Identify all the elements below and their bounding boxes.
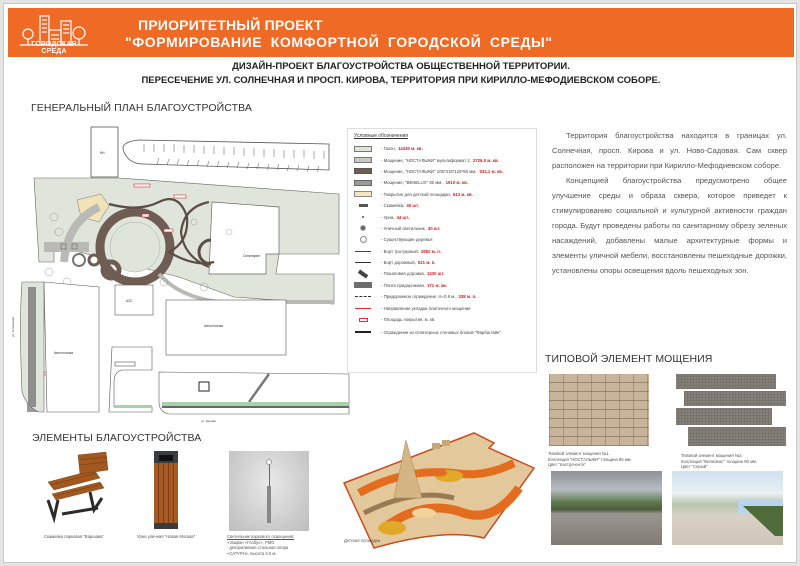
- city-logo: [18, 10, 90, 56]
- street-kirova-label: ул. Кирова: [201, 419, 216, 423]
- legend-label: - Газон, 14430 м. кв.: [381, 146, 423, 152]
- legend-label: - Скамейка, 40 шт.: [381, 203, 419, 209]
- legend-item-block-fence: [354, 325, 530, 339]
- project-title-line2: "ФОРМИРОВАНИЕ КОМФОРТНОЙ ГОРОДСКОЙ СРЕДЫ": [125, 34, 553, 50]
- roadside-slab-swatch-icon: [354, 282, 372, 288]
- legend-item-paving-nostalgie-multi: [354, 154, 530, 165]
- master-plan-drawing: [11, 122, 349, 423]
- legend-item-paving-direction: [354, 302, 530, 313]
- site-photo-square: [551, 471, 662, 545]
- legend-label: - Урна, 44 шт.: [381, 214, 409, 220]
- stepping-path-icon: [354, 271, 372, 277]
- site-photo-embankment: [672, 471, 783, 545]
- legend-label: - Мощение, "НОСТАЛЬЖИ" 105*315*126*60 мм., 534,1 м. кв.: [381, 168, 504, 174]
- paving-brown-swatch-icon: [354, 168, 372, 174]
- legend-label: - Борт дорожный, 521 м. п.: [381, 260, 436, 266]
- seminary-label: Сенинарие: [243, 254, 261, 258]
- plan-section-title: ГЕНЕРАЛЬНЫЙ ПЛАН БЛАГОУСТРОЙСТВА: [31, 102, 253, 114]
- playground-render-image: [334, 428, 539, 556]
- bench-caption: Скамейка парковая "Варшава": [44, 534, 104, 539]
- legend-item-lawn: [354, 143, 530, 154]
- paving-tile-1-image: [549, 374, 649, 446]
- description-paragraph-2: Концепцией благоустройства предусмотрено общее улучшение среды и образа сквера, которое приведет к стимулированию социальной и культурной активности граждан города. Будут проведены работы по санитарному обрезу зеленых насаждений, добавлены малые архитектурные формы и элементы уличной мебели, восстановлены пешеходные дорожки, установлены опоры освещения вдоль пешеходных зон.: [552, 176, 787, 275]
- project-title-line1: ПРИОРИТЕТНЫЙ ПРОЕКТ: [138, 17, 323, 33]
- legend-item-area-marker: [354, 314, 530, 325]
- paving-direction-arrow-icon: [354, 305, 372, 311]
- playground-swatch-icon: [354, 191, 372, 197]
- block-fence-icon: [354, 329, 372, 335]
- playground-caption: Детская площадка: [344, 538, 381, 543]
- legend-item-road-curb: [354, 257, 530, 268]
- legend-label: - Направление укладки плиточного мощения: [381, 305, 471, 311]
- legend-label: - Покрытие для детской площадки, 513 м. кв.: [381, 191, 473, 197]
- road-curb-line-icon: [354, 260, 372, 266]
- area-marker-icon: [354, 317, 372, 323]
- legend-item-roadside-slab: [354, 280, 530, 291]
- logo-text: ГОРОДСКАЯ СРЕДА: [31, 41, 77, 55]
- legend-item-sidewalk-curb: [354, 246, 530, 257]
- urn-icon: [354, 214, 372, 220]
- paving-tile-1-caption: Типовой элемент мощения №1. Коллекция "НОСТАЛЬЖИ" толщина 60 мм. Цвет "Кастрочента": [548, 451, 632, 467]
- building-kn-label: КН: [100, 151, 105, 155]
- subtitle-line1: ДИЗАЙН-ПРОЕКТ БЛАГОУСТРОЙСТВА ОБЩЕСТВЕННОЙ ТЕРРИТОРИИ.: [232, 61, 570, 72]
- paving-section-title: ТИПОВОЙ ЭЛЕМЕНТ МОЩЕНИЯ: [545, 353, 713, 365]
- legend-item-roadside-fence: [354, 291, 530, 302]
- bench-icon: [354, 203, 372, 209]
- plan-legend: [347, 128, 537, 373]
- legend-label: - Плита придорожная, 171 м. кв.: [381, 282, 447, 288]
- paving-tile-2-image: [676, 374, 786, 446]
- legend-label: - Борт тротуарный, 2682 м. п.: [381, 248, 442, 254]
- tree-icon: [354, 237, 372, 243]
- street-light-icon: [354, 225, 372, 231]
- legend-item-playground: [354, 189, 530, 200]
- legend-label: - Мощение, "НОСТАЛЬЖИ" мультиформат 2, 2726,5 м. кв.: [381, 157, 499, 163]
- legend-label: - Площадь покрытия, м. кв.: [381, 317, 436, 323]
- paving-tile-2-caption: Типовой элемент мощения №2. Коллекция "Бенелюкс" толщина 80 мм. Цвет "Серый": [681, 453, 758, 469]
- legend-item-street-light: [354, 223, 530, 234]
- header-banner: [8, 8, 794, 57]
- legend-label: - Мощение, "BENELUX" 80 мм., 1910 м. кв.: [381, 180, 468, 186]
- autostop-left-label: Автостоянка: [54, 351, 74, 355]
- autostop-right-label: Автостоянка: [204, 324, 224, 328]
- legend-item-trees: [354, 234, 530, 245]
- legend-item-stepping-path: [354, 268, 530, 279]
- legend-item-bench: [354, 200, 530, 211]
- fence-line-icon: [354, 294, 372, 300]
- subtitle-line2: ПЕРЕСЕЧЕНИЕ УЛ. СОЛНЕЧНАЯ И ПРОСП. КИРОВА, ТЕРРИТОРИЯ ПРИ КИРИЛЛО-МЕФОДИЕВСКОМ СОБОРЕ.: [141, 75, 661, 86]
- project-description: [552, 128, 787, 278]
- paving-gray-swatch-icon: [354, 180, 372, 186]
- legend-label: - Существующие деревья: [381, 237, 433, 243]
- urn-image: [152, 451, 180, 531]
- description-paragraph-1: Территория благоустройства находится в границах ул. Солнечная, просп. Кирова и ул. Ново-Садовая. Сам сквер расположен на территории при Кирилло-Мефодиевском соборе.: [552, 131, 787, 170]
- site-plan-map: [11, 122, 349, 423]
- street-lamp-image: [229, 451, 309, 531]
- paving-light-swatch-icon: [354, 157, 372, 163]
- street-solnechnaya-label: ул. Солнечная: [11, 316, 15, 337]
- legend-label: - Пошаговая дорожка, 1430 шт.: [381, 271, 445, 277]
- legend-label: - Ограждение из сплитерных стеновых блоков "Фарбштайн": [381, 329, 501, 335]
- sidewalk-curb-line-icon: [354, 248, 372, 254]
- legend-item-paving-benelux: [354, 177, 530, 188]
- legend-item-urn: [354, 211, 530, 222]
- poster-sheet: [3, 3, 797, 563]
- elements-section-title: ЭЛЕМЕНТЫ БЛАГОУСТРОЙСТВА: [32, 432, 202, 444]
- legend-label: - Придорожное ограждение, Н=0,9 м., 338 м. п.: [381, 294, 477, 300]
- legend-label: - Уличный светильник, 40 шт.: [381, 225, 441, 231]
- lawn-swatch-icon: [354, 146, 372, 152]
- azs-label: АЗС: [126, 299, 133, 303]
- legend-item-paving-nostalgie-brown: [354, 166, 530, 177]
- urn-caption: Урна уличная "Новая Москва": [137, 534, 196, 539]
- legend-title: Условные обозначения: [354, 133, 409, 139]
- bench-image: [42, 452, 112, 520]
- street-lamp-caption: Светильник паркового освещения: -плафон «Глобус», РМО - декоративная стальная опора «САТУРН», высота 4.0 м.: [227, 534, 295, 556]
